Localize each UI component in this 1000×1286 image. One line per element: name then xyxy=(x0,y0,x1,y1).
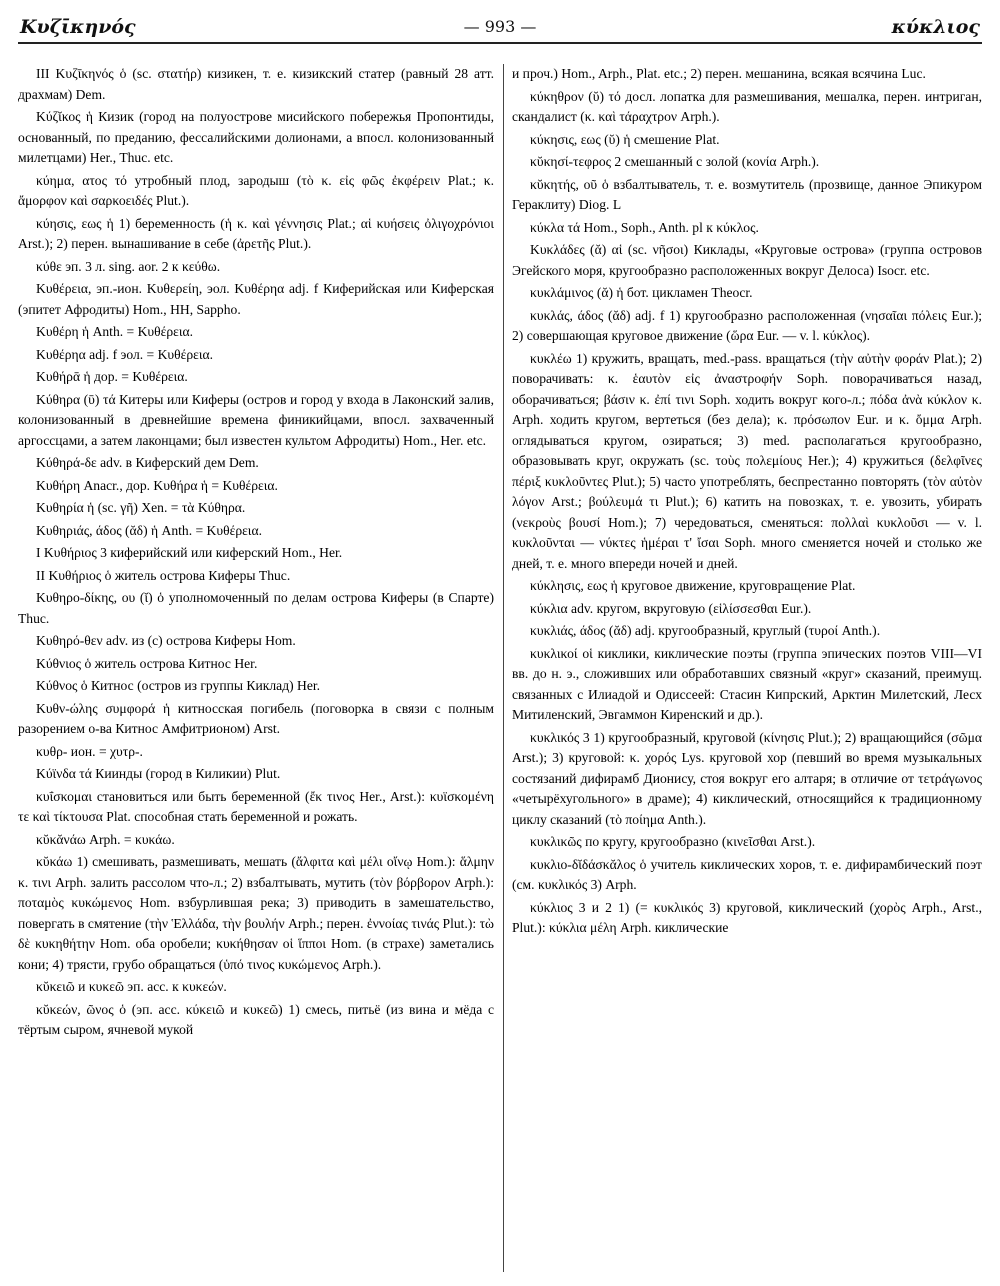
dictionary-entry: III Κυζῑκηνός ὁ (sc. στατήρ) кизикен, т. е. кизикский статер (равный 28 атт. драхмам) Dem. xyxy=(18,66,494,102)
dictionary-entry: κυΐσκομαι становиться или быть беременной (ἔκ τινος Her., Arst.): κυϊσκομένη τε καὶ τίκτουσα Plat. способная стать беременной и рожать. xyxy=(18,788,494,824)
dictionary-entry: κύκλησις, εως ἡ круговое движение, круговращение Plat. xyxy=(530,578,856,593)
dictionary-entry: κῠκητής, οῦ ὁ взбалтыватель, т. е. возмутитель (прозвище, данное Эпикуром Гераклиту) Diog. L xyxy=(512,176,982,212)
dictionary-entry: II Κυθήριος ὁ житель острова Киферы Thuc. xyxy=(36,567,291,583)
dictionary-entry: κύκησις, εως (ῠ) ἡ смешение Plat. xyxy=(530,131,720,147)
dictionary-entry: κυκλικῶς по кругу, кругообразно (κινεῖσθαι Arst.). xyxy=(530,834,816,849)
dictionary-entry: Κυθέρη ἡ Anth. = Κυθέρεια. xyxy=(36,324,194,339)
dictionary-entry: Κύθνιος ὁ житель острова Китнос Her. xyxy=(36,655,258,671)
dictionary-entry: κῠκησί-τεφρος 2 смешанный с золой (κονία Arph.). xyxy=(530,154,820,169)
dictionary-entry: Κύθηρα (ῡ) τά Китеры или Киферы (остров и город у входа в Лаконский залив, колонизованный в древнейшие времена финикийцами, впосл. захваченный аргоссцами, а затем лаконцами; был известен культом Афродиты) Hom., Her. etc. xyxy=(18,391,494,448)
column-divider xyxy=(503,64,504,1272)
dictionary-entry: κύκλα τά Hom., Soph., Anth. pl к κύκλος. xyxy=(530,219,759,235)
dictionary-entry: Κυθήρᾱ ἡ дор. = Κυθέρεια. xyxy=(36,369,188,384)
columns xyxy=(18,64,982,1272)
dictionary-entry: Κυθηρό-θεν adv. из (с) острова Киферы Hom. xyxy=(36,633,296,648)
dictionary-entry: Κυθν-ώλης συμφορά ἡ китносская погибель (поговорка в связи с полным разорением о-ва Китнос Амфитрионом) Arst. xyxy=(18,700,494,736)
dictionary-entry: κυκλάς, άδος (ᾰδ) adj. f 1) кругообразно расположенная (νησαῖαι πόλεις Eur.); 2) совершающая круговое движение (ὥρα Eur. — v. l. κύκλος). xyxy=(512,307,982,343)
dictionary-entry: Κύθηρά-δε adv. в Киферский дем Dem. xyxy=(36,455,259,470)
page-number: — 993 — xyxy=(463,17,537,36)
dictionary-entry: Κυκλάδες (ᾰ) αἱ (sc. νῆσοι) Киклады, «Круговые острова» (группа островов Эгейского моря, кругообразно расположенных вокруг Делоса) Isocr. etc. xyxy=(512,242,982,278)
running-header xyxy=(18,14,982,44)
dictionary-entry: Κυθηρο-δίκης, ου (ῐ) ὁ уполномоченный по делам острова Киферы (в Спарте) Thuc. xyxy=(18,590,494,626)
dictionary-entry: κυκλιάς, άδος (ᾰδ) adj. кругообразный, круглый (τυροί Anth.). xyxy=(530,623,881,638)
dictionary-entry: κυκλικοί οἱ киклики, киклические поэты (группа эпических поэтов VIII—VI вв. до н. э., сложивших или обработавших связный «круг» сказаний, преимущ. связанных с Илиадой и Одиссеей: Стасин Кипрский, Арктин Милетский, Лесх Митиленский, Эвгаммон Киренский и др.). xyxy=(512,645,982,722)
dictionary-entry: Κυθήρη Anacr., дор. Κυθήρα ἡ = Κυθέρεια. xyxy=(36,477,278,493)
dictionary-entry: Κυθηριάς, άδος (ᾰδ) ἡ Anth. = Κυθέρεια. xyxy=(36,522,262,538)
dictionary-entry: κυθρ- ион. = χυτρ-. xyxy=(36,743,143,759)
header-first-entry: Κυζῑκηνός xyxy=(20,16,136,38)
dictionary-entry: κυκλάμινος (ᾰ) ἡ бот. цикламен Theocr. xyxy=(530,285,753,300)
dictionary-entry: κύκηθρον (ῠ) τό досл. лопатка для размешивания, мешалка, перен. интриган, скандалист (κ. καὶ τάραχτρον Arph.). xyxy=(512,88,982,124)
header-last-entry: κύκλιος xyxy=(891,16,980,38)
dictionary-entry: κύκλια adv. кругом, вкруговую (εἱλίσσεσθαι Eur.). xyxy=(530,600,812,616)
dictionary-entry: κύκλιος 3 и 2 1) (= κυκλικός 3) круговой, киклический (χορὸς Arph., Arst., Plut.): κύκλια μέλη Arph. киклические xyxy=(512,899,982,935)
left-column xyxy=(18,64,494,1272)
dictionary-entry: Κύθνος ὁ Китнос (остров из группы Киклад) Her. xyxy=(36,678,321,693)
dictionary-entry: Κυθέρηα adj. f эол. = Κυθέρεια. xyxy=(36,346,214,362)
dictionary-entry: κύημα, ατος τό утробный плод, зародыш (τὸ κ. εἰς φῶς ἐκφέρειν Plat.; κ. ἄμορφον καὶ σαρκοειδές Plut.). xyxy=(18,172,494,208)
dictionary-entry: κύθε эп. 3 л. sing. aor. 2 к κεύθω. xyxy=(36,258,221,274)
dictionary-entry: Κύζῐκος ἡ Кизик (город на полуострове мисийского побережья Пропонтиды, основанный, по преданию, фессалийскими долионами, а впосл. колонизованный милетцами) Her., Thuc. etc. xyxy=(18,109,494,165)
dictionary-entry: Κυθηρία ἡ (sc. γῆ) Xen. = τὰ Κύθηρα. xyxy=(36,500,246,515)
dictionary-entry: Κυθέρεια, эп.-ион. Κυθερείη, эол. Κυθέρηα adj. f Киферийская или Киферская (эпитет Афродиты) Hom., HH, Sappho. xyxy=(18,281,494,317)
dictionary-entry: κυκλικός 3 1) кругообразный, круговой (κίνησις Plut.); 2) вращающийся (σῶμα Arst.); 3) круговой: κ. χορός Lys. круговой хор (певший во время музыкальных состязаний дифирамб Дионису, стоя вокруг его алтаря; в отличие от τετράγωνος «четырёхугольного» в драме); 4) киклический, относящийся к традиционному циклу сказаний (τὸ ποίημα Anth.). xyxy=(512,729,982,827)
dictionary-entry: κῠκειῶ и κυκεῶ эп. acc. к κυκεών. xyxy=(36,979,227,994)
right-column xyxy=(512,64,982,1272)
dictionary-entry: κυκλιο-δῐδάσκᾰλος ὁ учитель киклических хоров, т. е. дифирамбический поэт (см. κυκλικός 3) Arph. xyxy=(512,856,982,892)
dictionary-entry: I Κυθήριος 3 киферийский или киферский Hom., Her. xyxy=(36,545,343,560)
dictionary-entry: κῠκεών, ῶνος ὁ (эп. acc. κύκειῶ и κυκεῶ) 1) смесь, питьё (из вина и мёда с тёртым сыром, ячневой мукой xyxy=(18,1001,494,1037)
dictionary-entry: κῠκᾰνάω Arph. = κυκάω. xyxy=(36,831,175,847)
dictionary-entry: κῠκάω 1) смешивать, размешивать, мешать (ἄλφιτα καὶ μέλι οἴνῳ Hom.): ἅλμην κ. τινι Arph. залить рассолом что-л.; 2) взбалтывать, мутить (τὸν βόρβορον Arph.): ποταμὸς κυκώμενος Hom. взбурлившая река; 3) приводить в замешательство, повергать в смятение (τὴν Ἑλλάδα, τὴν βουλήν Arph.; перен. ἐννοίας τινάς Plut.): τὼ δὲ κυκηθήτην Hom. оба оробели; κυκήθησαν οἱ ἵπποι Hom. (в страхе) заметались кони; 4) трясти, грубо обращаться (ὑπό τινος κυκώμενος Arph.). xyxy=(18,854,494,972)
dictionary-entry: Κύϊνδα τά Киинды (город в Киликии) Plut. xyxy=(36,766,281,781)
dictionary-entry: и проч.) Hom., Arph., Plat. etc.; 2) перен. мешанина, всякая всячина Luc. xyxy=(512,66,926,81)
dictionary-entry: κύησις, εως ἡ 1) беременность (ἡ κ. καὶ γέννησις Plat.; αἱ κυήσεις ὀλιγοχρόνιοι Arst.); 2) перен. вынашивание в себе (ἀρετῆς Plut.). xyxy=(18,215,494,251)
dictionary-entry: κυκλέω 1) кружить, вращать, med.-pass. вращаться (τὴν αὐτὴν φοράν Plat.); 2) поворачивать: κ. ἑαυτὸν εἰς ἀναστροφήν Soph. поворачиваться назад, оборачиваться; βάσιν κ. ἐπί τινι Soph. ходить вокруг кого-л.; πόδα ἀνὰ κύκλον κ. Arph. ходить кругом, вертеться (без дела); κ. πρόσωπον Eur. и κ. ὄμμα Arph. оглядываться кругом, озираться; 3) med. располагаться кругообразно, образовывать круг, окружать (sc. τοὺς πολεμίους Her.); 4) кружиться (δελφῖνες πέριξ κυκλοῦντες Plut.); 5) часто употреблять, беспрестанно повторять (τὸν αὐτὸν λόγον Arst.; βούλευμά τι Plut.); 6) катить на повозках, т. е. увозить, убирать (νεκροὺς βουσί Hom.); 7) чередоваться, сменяться: πολλαὶ κυκλοῦσι — v. l. κυκλοῦνται — νύκτες ἡμέραι τ' ἴσαι Soph. много сменяется ночей и столько же дней, т. е. много впереди ночей и дней. xyxy=(512,350,982,571)
